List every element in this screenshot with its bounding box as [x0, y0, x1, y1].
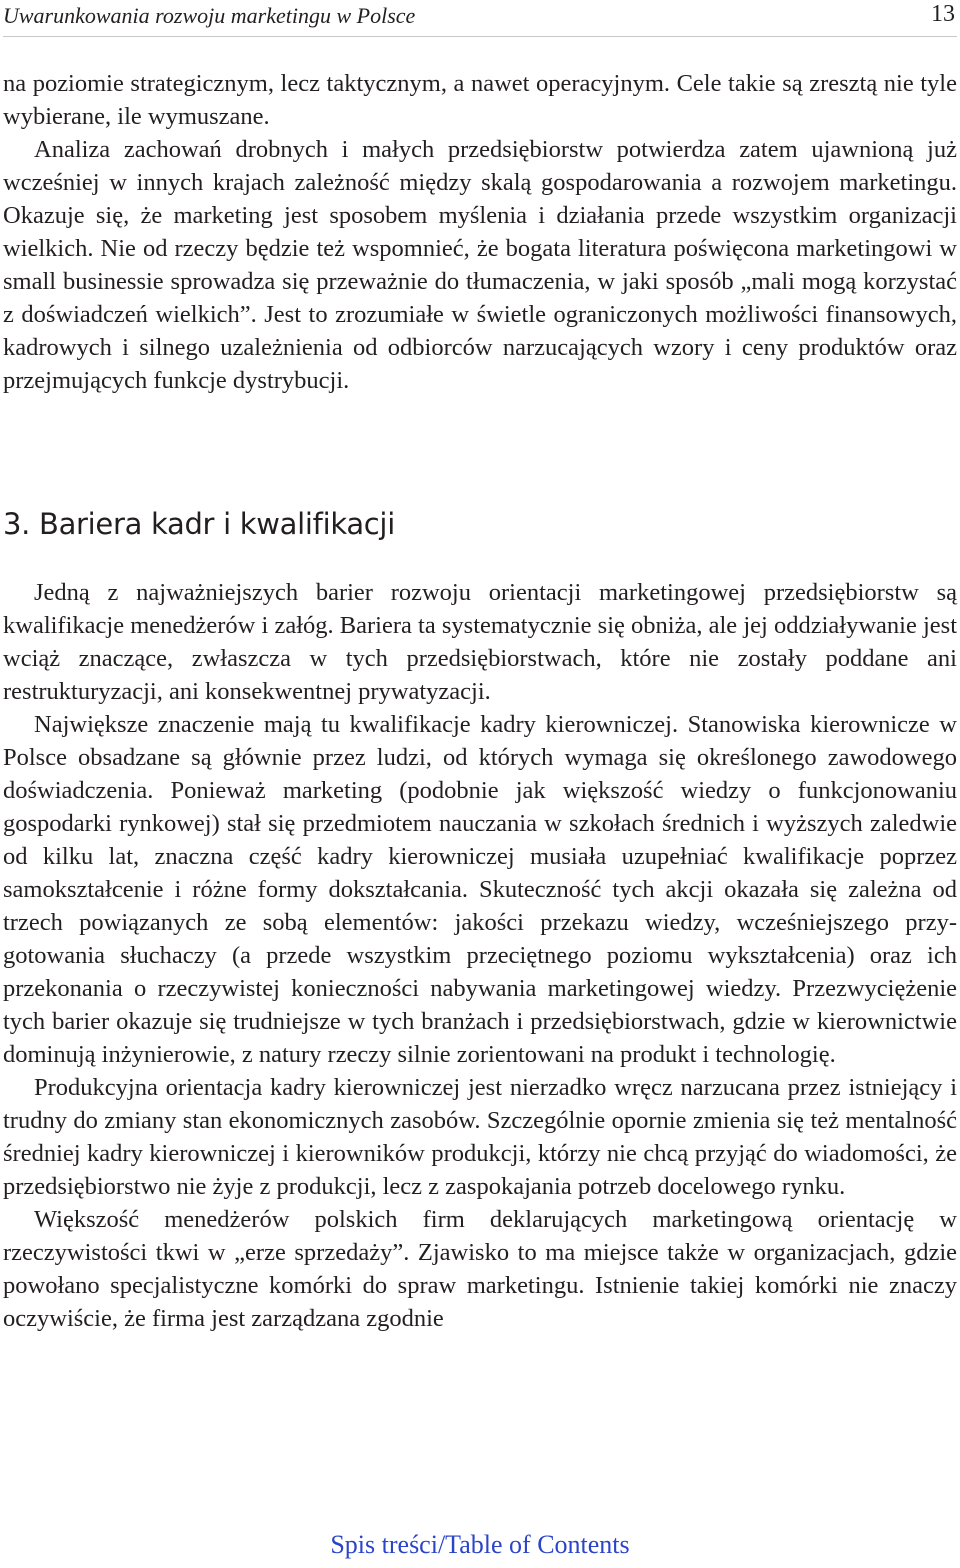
- paragraph: Jedną z najważniejszych barier rozwoju orientacji marketingowej przedsiębiorstw są kwalifikacje menedżerów i załóg. Bariera ta systematycznie się obniża, ale jej oddziaływanie jest wciąż znaczące, zwłaszcza w tych przedsiębiorstwach, które nie zostały poddane ani restrukturyzacji, ani konsekwentnej prywatyzacji.: [3, 579, 957, 705]
- paragraph: Największe znaczenie mają tu kwalifikacje kadry kierowniczej. Stanowiska kierownicze w Polsce obsadzane są głównie przez ludzi, od których wymaga się określonego zawodowego doświadczenia. Ponieważ marketing (podobnie jak większość wiedzy o funkcjonowaniu gospodarki rynkowej) stał się przedmiotem nauczania w szkołach średnich i wyższych zaledwie od kilku lat, znaczna część kadry kierowniczej musiała uzupełniać kwalifikacje poprzez samokształcenie i różne formy dokształcania. Skuteczność tych akcji okazała się zależna od trzech powiązanych ze sobą elementów: jakości przekazu wiedzy, wcześniejszego przygotowania słuchaczy (a przede wszystkim przeciętnego poziomu wykształcenia) oraz ich przekonania o rzeczywistej konieczności nabywania marketingowej wiedzy. Przezwyciężenie tych barier okazuje się trudniejsze w tych branżach i przedsiębiorstwach, gdzie w kierownictwie dominują inżynierowie, z natury rzeczy silnie zorientowani na produkt i technologię.: [3, 711, 957, 1068]
- page-number: 13: [931, 1, 955, 27]
- running-header: [3, 0, 957, 37]
- paragraph-continued: na poziomie strategicznym, lecz taktycznym, a nawet operacyjnym. Cele takie są zresztą nie tyle wybierane, ile wymuszane.: [3, 70, 957, 130]
- paragraph: Większość menedżerów polskich firm deklarujących marketingową orientację w rzeczywistości tkwi w „erze sprzedaży”. Zjawisko to ma miejsce także w organizacjach, gdzie powołano specjalistyczne komórki do spraw marketingu. Istnienie takiej komórki nie znaczy oczywiście, że firma jest zarządzana zgodnie: [3, 1206, 957, 1332]
- running-title: Uwarunkowania rozwoju marketingu w Polsce: [3, 3, 416, 28]
- body-text-top: [3, 67, 957, 397]
- paragraph: Produkcyjna orientacja kadry kierowniczej jest nierzadko wręcz narzucana przez istniejący i trudny do zmiany stan ekonomicznych zasobów. Szczególnie opornie zmienia się też mentalność średniej kadry kierowniczej i kierowników produkcji, którzy nie chcą przyjąć do wiadomości, że przedsiębiorstwo nie żyje z produkcji, lecz z zaspokajania potrzeb docelowego rynku.: [3, 1074, 957, 1200]
- paragraph: Analiza zachowań drobnych i małych przedsiębiorstw potwierdza zatem ujawnioną już wcześniej w innych krajach zależność między skalą gospodarowania a rozwojem marketingu. Okazuje się, że marketing jest sposobem myślenia i działania przede wszystkim organizacji wielkich. Nie od rzeczy będzie też wspomnieć, że bogata literatura poświęcona marketingowi w small businessie sprowadza się przeważnie do tłumaczenia, w jaki sposób „mali mogą korzystać z doświadczeń wielkich”. Jest to zrozumiałe w świetle ograniczonych możliwości finansowych, kadrowych i silnego uzależnienia od odbiorców narzucających wzory i ceny produktów oraz przejmujących funkcje dystrybucji.: [3, 136, 957, 394]
- body-text-section: [3, 576, 957, 1335]
- table-of-contents-link[interactable]: Spis treści/Table of Contents: [330, 1530, 630, 1559]
- section-heading: 3. Bariera kadr i kwalifikacji: [3, 507, 395, 541]
- document-page: [3, 0, 957, 1568]
